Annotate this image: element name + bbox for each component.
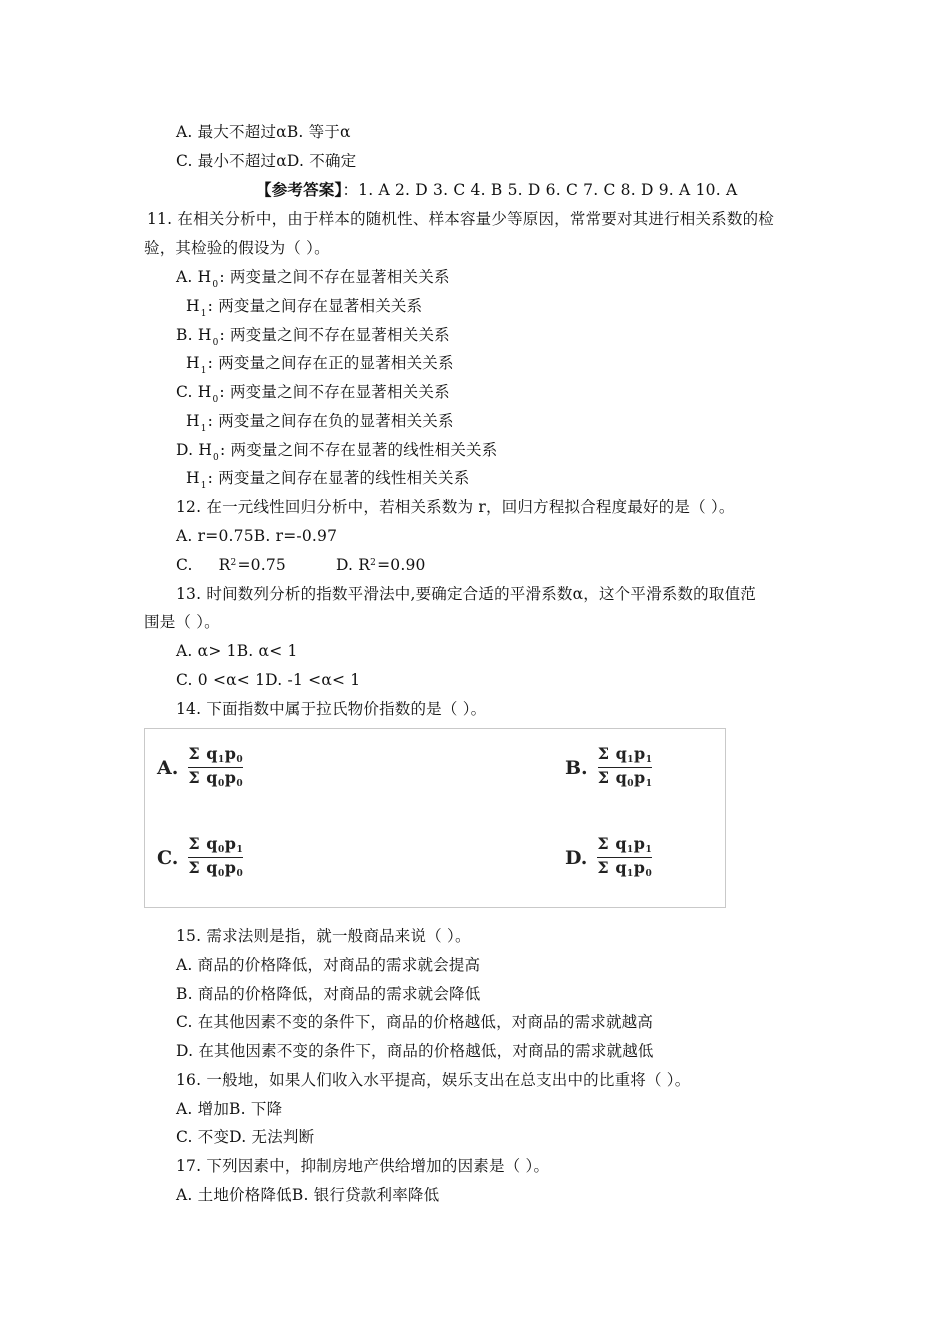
q13-option-cd: C. 0 <α< 1D. -1 <α< 1: [176, 671, 361, 689]
q16-option-ab: A. 增加B. 下降: [176, 1100, 283, 1118]
subscript: 1: [645, 779, 653, 789]
q10-option-cd: C. 最小不超过αD. 不确定: [176, 152, 357, 170]
var: q: [206, 744, 218, 763]
denominator: [598, 768, 653, 790]
hyp-text: : 两变量之间不存在显著相关关系: [219, 383, 450, 401]
sigma: Σ: [597, 768, 610, 787]
var: p: [634, 768, 646, 787]
q14-formula-options: [144, 728, 726, 908]
subscript: 1: [627, 869, 634, 879]
option-letter: D.: [565, 846, 588, 869]
subscript: 0: [217, 779, 225, 789]
var: p: [224, 768, 237, 787]
formula-option-d: [565, 835, 652, 880]
denominator: [188, 768, 243, 790]
subscript: 0: [645, 869, 653, 879]
r-symbol: R: [218, 556, 231, 574]
fraction: [598, 745, 653, 790]
q17-stem: 17. 下列因素中，抑制房地产供给增加的因素是（ ）。: [176, 1157, 550, 1175]
q11-option-a-h0: [176, 267, 450, 290]
hyp-text: : 两变量之间不存在显著相关关系: [219, 268, 450, 286]
q15-stem: 15. 需求法则是指，就一般商品来说（ ）。: [176, 927, 471, 945]
var: q: [615, 858, 627, 877]
q15-option-d: D. 在其他因素不变的条件下，商品的价格越低，对商品的需求就越低: [176, 1042, 654, 1060]
formula-option-b: [565, 745, 652, 790]
option-c-prefix: C.: [176, 556, 193, 574]
q11-option-b-h1: [186, 353, 454, 376]
option-d-value: =0.90: [377, 556, 426, 574]
hyp-prefix: B. H: [176, 326, 212, 344]
q11-option-d-h0: [176, 440, 497, 463]
hyp-subscript: 1: [200, 481, 207, 491]
q13-stem-cont: 围是（ ）。: [144, 613, 220, 631]
q11-option-d-h1: [186, 468, 469, 491]
hyp-subscript: 1: [200, 309, 207, 319]
option-d-prefix: D. R: [335, 556, 371, 574]
hyp-text: : 两变量之间存在显著的线性相关关系: [207, 469, 470, 487]
hyp-prefix: A. H: [176, 268, 212, 286]
hyp-subscript: 0: [213, 453, 219, 463]
subscript: 1: [217, 755, 225, 765]
hyp-text: : 两变量之间存在负的显著相关关系: [207, 412, 454, 430]
hyp-prefix: C. H: [176, 383, 212, 401]
var: p: [224, 858, 237, 877]
subscript: 1: [627, 755, 635, 765]
hyp-subscript: 0: [212, 338, 219, 348]
var: p: [633, 858, 646, 877]
option-c-value: =0.75: [237, 556, 286, 574]
hyp-prefix: D. H: [176, 441, 213, 459]
option-letter: A.: [157, 756, 179, 779]
q11-option-a-h1: [186, 296, 422, 319]
answer-text: ：1. A 2. D 3. C 4. B 5. D 6. C 7. C 8. D 9. A 10. A: [342, 181, 738, 199]
subscript: 1: [236, 845, 244, 855]
subscript: 0: [236, 779, 244, 789]
q15-option-a: A. 商品的价格降低，对商品的需求就会提高: [176, 956, 481, 974]
subscript: 1: [645, 845, 653, 855]
q14-stem: 14. 下面指数中属于拉氏物价指数的是（ ）。: [176, 700, 487, 718]
hyp-text: : 两变量之间不存在显著相关关系: [219, 326, 450, 344]
var: p: [224, 834, 237, 853]
hyp-subscript: 0: [212, 395, 219, 405]
q12-stem: 12. 在一元线性回归分析中，若相关系数为 r，回归方程拟合程度最好的是（ ）。: [176, 498, 735, 516]
fraction: [597, 835, 652, 880]
q15-option-b: B. 商品的价格降低，对商品的需求就会降低: [176, 985, 481, 1003]
sigma: Σ: [597, 834, 610, 853]
subscript: 1: [627, 845, 634, 855]
superscript: 2: [230, 558, 237, 568]
sigma: Σ: [188, 858, 201, 877]
answer-label: 【参考答案】: [256, 180, 343, 199]
q13-option-ab: A. α> 1B. α< 1: [176, 642, 298, 660]
var: p: [224, 744, 237, 763]
var: p: [633, 834, 646, 853]
var: q: [615, 768, 628, 787]
subscript: 0: [627, 779, 635, 789]
subscript: 0: [217, 845, 225, 855]
fraction: [188, 745, 243, 790]
hyp-text: : 两变量之间存在正的显著相关关系: [207, 354, 454, 372]
option-letter: C.: [157, 846, 179, 869]
q16-option-cd: C. 不变D. 无法判断: [176, 1128, 315, 1146]
hyp-text: : 两变量之间不存在显著的线性相关关系: [219, 441, 498, 459]
var: q: [206, 768, 218, 787]
sigma: Σ: [188, 744, 201, 763]
denominator: [597, 858, 652, 880]
hyp-subscript: 0: [212, 280, 219, 290]
var: q: [615, 834, 627, 853]
q11-option-c-h0: [176, 382, 450, 405]
hyp-prefix: H: [186, 412, 200, 430]
sigma: Σ: [597, 858, 610, 877]
sigma: Σ: [597, 744, 610, 763]
denominator: [188, 858, 243, 880]
hyp-prefix: H: [186, 297, 200, 315]
var: q: [206, 834, 218, 853]
sigma: Σ: [188, 834, 201, 853]
subscript: 0: [217, 869, 225, 879]
var: q: [206, 858, 218, 877]
numerator: [598, 745, 653, 768]
subscript: 0: [236, 755, 244, 765]
numerator: [188, 745, 243, 768]
q11-option-c-h1: [186, 411, 454, 434]
hyp-subscript: 1: [200, 424, 207, 434]
var: p: [634, 744, 646, 763]
numerator: [188, 835, 243, 858]
hyp-subscript: 1: [200, 366, 207, 376]
q11-stem-cont: 验，其检验的假设为（ ）。: [144, 239, 330, 257]
sigma: Σ: [188, 768, 201, 787]
q16-stem: 16. 一般地，如果人们收入水平提高，娱乐支出在总支出中的比重将（ ）。: [176, 1071, 691, 1089]
q11-option-b-h0: [176, 325, 450, 348]
superscript: 2: [370, 558, 377, 568]
numerator: [597, 835, 652, 858]
q12-option-ab: A. r=0.75B. r=-0.97: [176, 527, 338, 545]
hyp-prefix: H: [186, 354, 200, 372]
q12-option-cd: [176, 555, 426, 578]
hyp-prefix: H: [186, 469, 200, 487]
hyp-text: : 两变量之间存在显著相关关系: [207, 297, 423, 315]
subscript: 1: [645, 755, 653, 765]
option-letter: B.: [565, 756, 588, 779]
fraction: [188, 835, 243, 880]
formula-option-c: [157, 835, 243, 880]
var: q: [615, 744, 628, 763]
subscript: 0: [236, 869, 244, 879]
formula-option-a: [157, 745, 243, 790]
q11-stem: 11. 在相关分析中，由于样本的随机性、样本容量少等原因，常常要对其进行相关系数的检: [147, 210, 774, 228]
q13-stem: 13. 时间数列分析的指数平滑法中,要确定合适的平滑系数α，这个平滑系数的取值范: [176, 585, 756, 603]
q17-option-ab: A. 土地价格降低B. 银行贷款利率降低: [176, 1186, 440, 1204]
reference-answers: [256, 180, 737, 200]
q15-option-c: C. 在其他因素不变的条件下，商品的价格越低，对商品的需求就越高: [176, 1013, 654, 1031]
q10-option-ab: A. 最大不超过αB. 等于α: [176, 123, 351, 141]
